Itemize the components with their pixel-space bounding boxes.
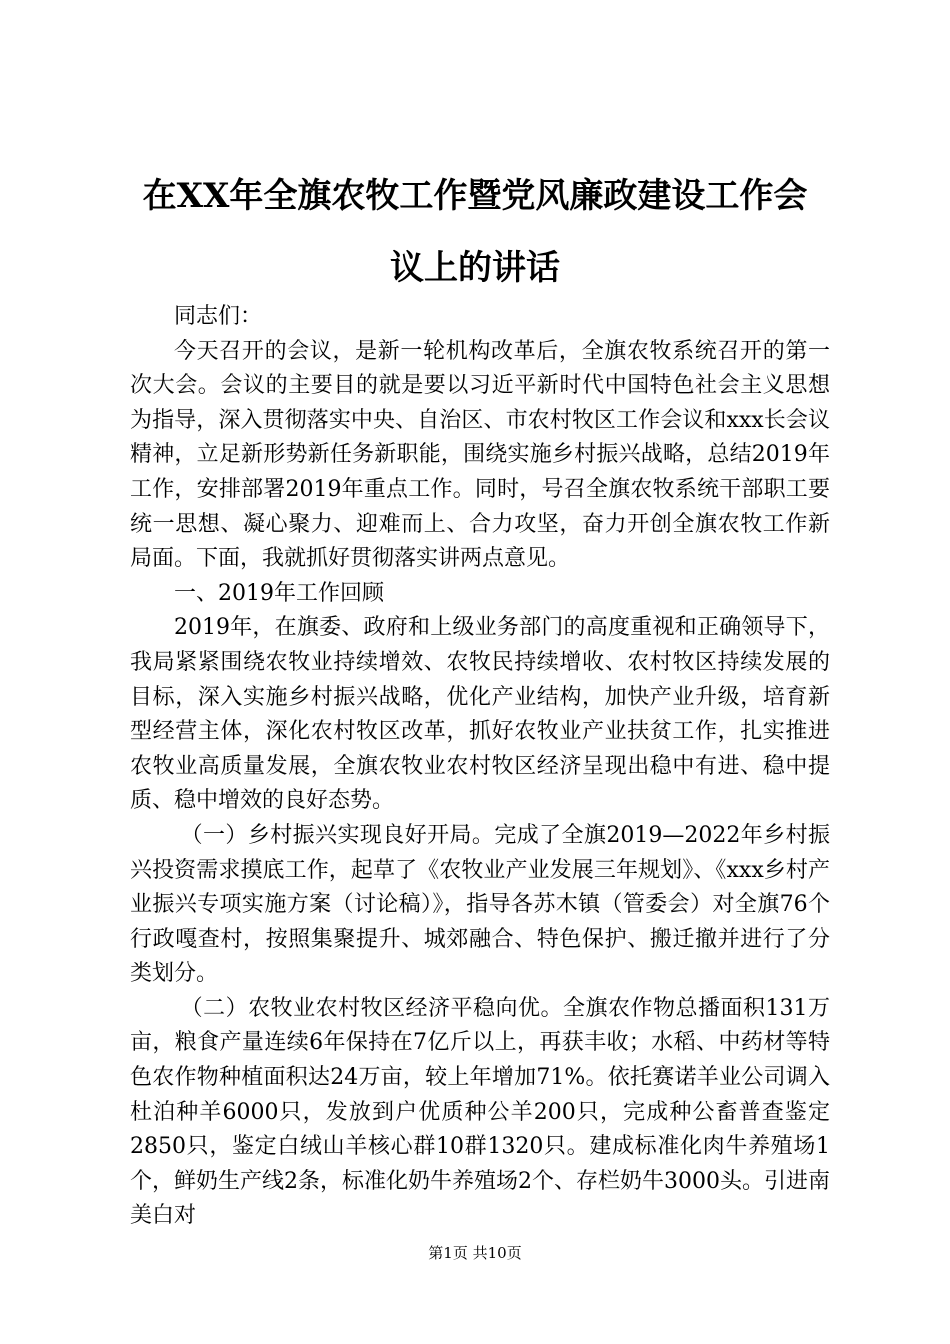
title-line-1: 在XX年全旗农牧工作暨党风廉政建设工作会 [142, 176, 808, 216]
salutation: 同志们： [174, 304, 263, 329]
document-title [120, 160, 830, 304]
page-footer: 第1页 共10页 [428, 1244, 522, 1262]
paragraph-review: 2019年，在旗委、政府和上级业务部门的高度重视和正确领导下，我局紧紧围绕农牧业持续增效、农牧民持续增收、农村牧区持续发展的目标，深入实施乡村振兴战略，优化产业结构，加快产业升级，培育新型经营主体，深化农村牧区改革，抓好农牧业产业扶贫工作，扎实推进农牧业高质量发展，全旗农牧业农村牧区经济呈现出稳中有进、稳中提质、稳中增效的良好态势。 [130, 615, 830, 814]
paragraph-intro: 今天召开的会议，是新一轮机构改革后，全旗农牧系统召开的第一次大会。会议的主要目的就是要以习近平新时代中国特色社会主义思想为指导，深入贯彻落实中央、自治区、市农村牧区工作会议和xxx长会议精神，立足新形势新任务新职能，围绕实施乡村振兴战略，总结2019年工作，安排部署2019年重点工作。同时，号召全旗农牧系统干部职工要统一思想、凝心聚力、迎难而上、合力攻坚，奋力开创全旗农牧工作新局面。下面，我就抓好贯彻落实讲两点意见。 [130, 338, 830, 572]
title-line-2: 议上的讲话 [390, 248, 560, 288]
section-heading: 一、2019年工作回顾 [174, 580, 384, 606]
paragraph-subsection-2: （二）农牧业农村牧区经济平稳向优。全旗农作物总播面积131万亩，粮食产量连续6年保持在7亿斤以上，再获丰收；水稻、中药材等特色农作物种植面积达24万亩，较上年增加71%。依托赛诺羊业公司调入杜泊种羊6000只，发放到户优质种公羊200只，完成种公畜普查鉴定2850只，鉴定白绒山羊核心群10群1320只。建成标准化肉牛养殖场1个，鲜奶生产线2条，标准化奶牛养殖场2个、存栏奶牛3000头。引进南美白对 [130, 995, 830, 1229]
document-body [130, 300, 830, 1234]
paragraph-subsection-1: （一）乡村振兴实现良好开局。完成了全旗2019—2022年乡村振兴投资需求摸底工作，起草了《农牧业产业发展三年规划》、《xxx乡村产业振兴专项实施方案（讨论稿）》，指导各苏木镇（管委会）对全旗76个行政嘎查村，按照集聚提升、城郊融合、特色保护、搬迁撤并进行了分类划分。 [130, 822, 830, 987]
